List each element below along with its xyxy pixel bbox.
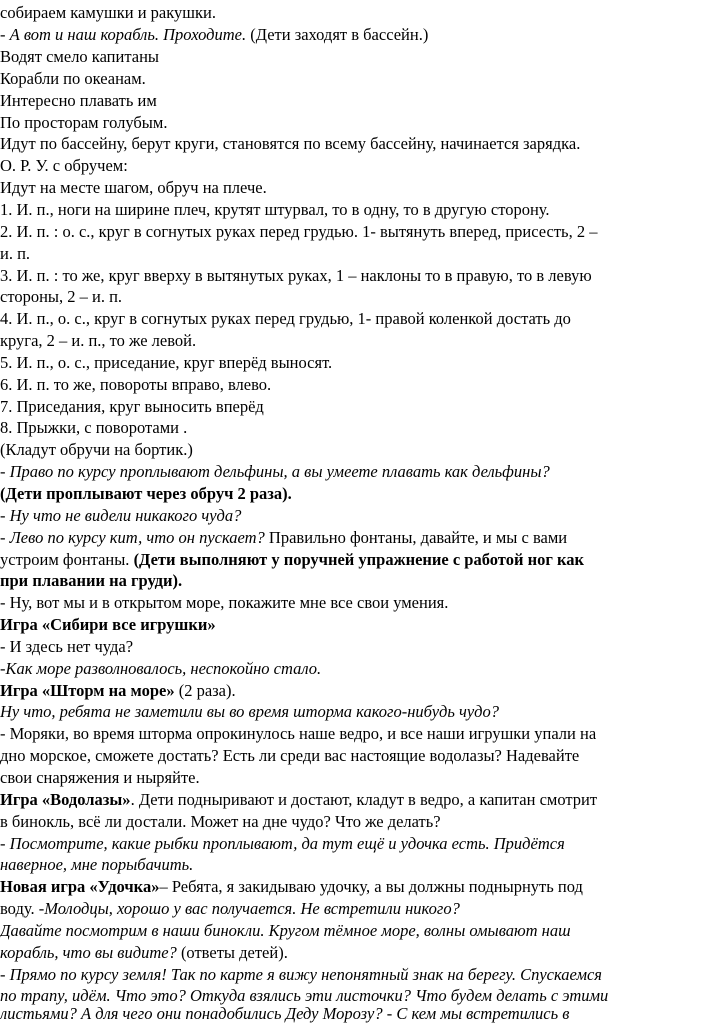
text-run: Водят смело капитаны xyxy=(0,47,159,66)
text-line xyxy=(0,1003,569,1024)
text-run: - Моряки, во время шторма опрокинулось наше ведро, и все наши игрушки упали на xyxy=(0,724,597,743)
text-run: устроим фонтаны. xyxy=(0,550,134,569)
text-line xyxy=(0,920,571,941)
text-line xyxy=(0,199,550,220)
text-run: Идут по бассейну, берут круги, становятся по всему бассейну, начинается зарядка. xyxy=(0,134,581,153)
text-line xyxy=(0,964,602,985)
text-run: Игра «Шторм на море» xyxy=(0,681,175,700)
text-run: - Ну что не видели никакого чуда? xyxy=(0,506,242,525)
text-run: (Кладут обручи на бортик.) xyxy=(0,440,193,459)
text-run: наверное, мне порыбачить. xyxy=(0,855,194,874)
text-line xyxy=(0,680,236,701)
text-line xyxy=(0,592,448,613)
text-run: в бинокль, всё ли достали. Может на дне чудо? Что же делать? xyxy=(0,812,441,831)
text-run: (Дети проплывают через обруч 2 раза). xyxy=(0,484,292,503)
text-line xyxy=(0,505,241,526)
text-run: О. Р. У. с обручем: xyxy=(0,156,128,175)
text-run: 5. И. п., о. с., приседание, круг вперёд выносят. xyxy=(0,353,333,372)
text-run: Молодцы, хорошо у вас получается. Не встретили никого? xyxy=(44,899,460,918)
text-line xyxy=(0,265,592,286)
text-line xyxy=(0,133,580,154)
text-line xyxy=(0,243,30,264)
text-line xyxy=(0,723,596,744)
text-run: (Дети заходят в бассейн.) xyxy=(246,25,429,44)
text-line xyxy=(0,112,167,133)
text-run: Правильно фонтаны, давайте, и мы с вами xyxy=(264,528,568,547)
text-run: листьями? А для чего они понадобились Деду Морозу? - С кем мы встретились в xyxy=(0,1004,570,1023)
text-run: (2 раза). xyxy=(174,681,236,700)
text-line xyxy=(0,352,332,373)
text-line xyxy=(0,527,567,548)
text-run: Игра «Водолазы» xyxy=(0,790,131,809)
text-run: 2. И. п. : о. с., круг в согнутых руках перед грудью. 1- вытянуть вперед, присесть, 2 – xyxy=(0,222,598,241)
text-run: Новая игра «Удочка» xyxy=(0,877,160,896)
text-run: дно морское, сможете достать? Есть ли среди вас настоящие водолазы? Надевайте xyxy=(0,746,580,765)
text-line xyxy=(0,308,571,329)
text-line xyxy=(0,658,321,679)
text-line xyxy=(0,549,584,570)
text-line xyxy=(0,811,441,832)
text-run: - А вот и наш корабль. Проходите. xyxy=(0,25,247,44)
text-line xyxy=(0,854,193,875)
text-run: (ответы детей). xyxy=(176,943,288,962)
text-line xyxy=(0,636,133,657)
text-run: круга, 2 – и. п., то же левой. xyxy=(0,331,197,350)
text-run: - Ну, вот мы и в открытом море, покажите мне все свои умения. xyxy=(0,593,449,612)
text-line xyxy=(0,701,499,722)
text-run: при плавании на груди). xyxy=(0,571,183,590)
text-run: Идут на месте шагом, обруч на плече. xyxy=(0,178,267,197)
text-run: 8. Прыжки, с поворотами . xyxy=(0,418,188,437)
text-run: 3. И. п. : то же, круг вверху в вытянутых руках, 1 – наклоны то в правую, то в левую xyxy=(0,266,592,285)
text-run: 7. Приседания, круг выносить вперёд xyxy=(0,397,264,416)
text-run: 4. И. п., о. с., круг в согнутых руках перед грудью, 1- правой коленкой достать до xyxy=(0,309,571,328)
text-line xyxy=(0,461,550,482)
text-run: – Ребята, я закидываю удочку, а вы должны поднырнуть под xyxy=(159,877,583,896)
text-line xyxy=(0,90,157,111)
text-run: - Лево по курсу кит, что он пускает? xyxy=(0,528,265,547)
text-run: - И здесь нет чуда? xyxy=(0,637,134,656)
text-line xyxy=(0,330,196,351)
text-line xyxy=(0,745,579,766)
text-run: По просторам голубым. xyxy=(0,113,168,132)
text-line xyxy=(0,876,583,897)
text-run: и. п. xyxy=(0,244,31,263)
text-line xyxy=(0,396,264,417)
text-run: - Право по курсу проплывают дельфины, а вы умеете плавать как дельфины? xyxy=(0,462,550,481)
text-run: по трапу, идём. Что это? Откуда взялись эти листочки? Что будем делать с этими xyxy=(0,986,609,1005)
text-line xyxy=(0,24,428,45)
text-run: воду. - xyxy=(0,899,45,918)
text-line xyxy=(0,155,128,176)
text-run: Ну что, ребята не заметили вы во время шторма какого-нибудь чудо? xyxy=(0,702,499,721)
text-line xyxy=(0,614,216,635)
text-run: 6. И. п. то же, повороты вправо, влево. xyxy=(0,375,272,394)
text-line xyxy=(0,898,460,919)
text-line xyxy=(0,46,159,67)
text-run: собираем камушки и ракушки. xyxy=(0,3,216,22)
text-run: (Дети выполняют у поручней упражнение с работой ног как xyxy=(133,550,584,569)
text-line xyxy=(0,789,597,810)
text-run: свои снаряжения и ныряйте. xyxy=(0,768,200,787)
text-run: -Как море разволновалось, неспокойно стало. xyxy=(0,659,322,678)
text-line xyxy=(0,942,288,963)
text-line xyxy=(0,2,216,23)
text-run: корабль, что вы видите? xyxy=(0,943,177,962)
text-line xyxy=(0,767,200,788)
text-line xyxy=(0,833,565,854)
text-run: Давайте посмотрим в наши бинокли. Кругом тёмное море, волны омывают наш xyxy=(0,921,571,940)
text-run: 1. И. п., ноги на ширине плеч, крутят штурвал, то в одну, то в другую сторону. xyxy=(0,200,550,219)
text-line xyxy=(0,68,146,89)
text-run: Игра «Сибири все игрушки» xyxy=(0,615,216,634)
text-line xyxy=(0,570,182,591)
text-line xyxy=(0,221,597,242)
text-line xyxy=(0,177,267,198)
text-run: Корабли по океанам. xyxy=(0,69,146,88)
text-run: - Прямо по курсу земля! Так по карте я вижу непонятный знак на берегу. Спускаемся xyxy=(0,965,602,984)
text-line xyxy=(0,286,122,307)
text-line xyxy=(0,374,271,395)
text-line xyxy=(0,439,193,460)
text-run: стороны, 2 – и. п. xyxy=(0,287,123,306)
text-run: Интересно плавать им xyxy=(0,91,157,110)
text-run: . Дети подныривают и достают, кладут в ведро, а капитан смотрит xyxy=(130,790,598,809)
text-run: - Посмотрите, какие рыбки проплывают, да тут ещё и удочка есть. Придётся xyxy=(0,834,565,853)
text-line xyxy=(0,417,187,438)
text-line xyxy=(0,483,292,504)
